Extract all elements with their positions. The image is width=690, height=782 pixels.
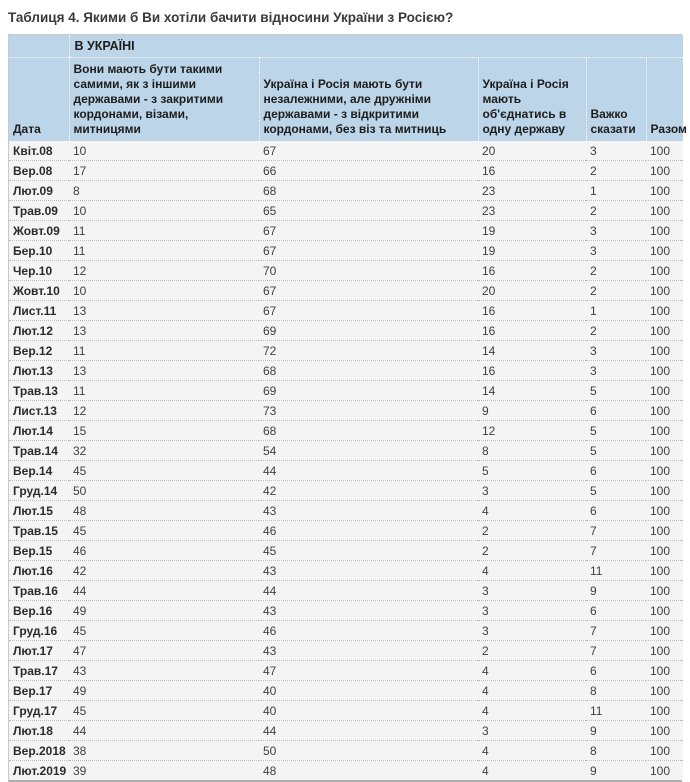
- value-cell: 40: [259, 681, 478, 701]
- value-cell: 17: [69, 161, 259, 181]
- date-cell: Лют.12: [9, 321, 69, 341]
- group-header-row: [9, 35, 683, 58]
- value-cell: 44: [259, 721, 478, 741]
- value-cell: 3: [478, 601, 586, 621]
- table-row: [9, 501, 683, 521]
- value-cell: 72: [259, 341, 478, 361]
- value-cell: 100: [646, 321, 683, 341]
- value-cell: 14: [478, 341, 586, 361]
- value-cell: 100: [646, 161, 683, 181]
- value-cell: 3: [586, 241, 646, 261]
- value-cell: 5: [586, 441, 646, 461]
- value-cell: 69: [259, 321, 478, 341]
- date-cell: Лист.11: [9, 301, 69, 321]
- value-cell: 100: [646, 561, 683, 581]
- table-row: [9, 361, 683, 381]
- value-cell: 100: [646, 601, 683, 621]
- value-cell: 67: [259, 281, 478, 301]
- value-cell: 5: [478, 461, 586, 481]
- value-cell: 12: [69, 261, 259, 281]
- value-cell: 2: [586, 201, 646, 221]
- table-row: [9, 281, 683, 301]
- value-cell: 100: [646, 661, 683, 681]
- value-cell: 14: [478, 381, 586, 401]
- date-cell: Трав.15: [9, 521, 69, 541]
- value-cell: 44: [259, 461, 478, 481]
- value-cell: 9: [586, 581, 646, 601]
- value-cell: 23: [478, 181, 586, 201]
- value-cell: 12: [69, 401, 259, 421]
- value-cell: 39: [69, 761, 259, 781]
- table-row: [9, 421, 683, 441]
- value-cell: 4: [478, 761, 586, 781]
- table-row: [9, 641, 683, 661]
- value-cell: 9: [478, 401, 586, 421]
- value-cell: 3: [586, 221, 646, 241]
- value-cell: 13: [69, 321, 259, 341]
- value-cell: 2: [586, 161, 646, 181]
- date-cell: Жовт.09: [9, 221, 69, 241]
- value-cell: 3: [478, 481, 586, 501]
- value-cell: 42: [259, 481, 478, 501]
- value-cell: 100: [646, 301, 683, 321]
- value-cell: 11: [586, 561, 646, 581]
- value-cell: 8: [586, 741, 646, 761]
- group-header-cell: В УКРАЇНІ: [69, 35, 683, 58]
- date-cell: Груд.17: [9, 701, 69, 721]
- value-cell: 8: [586, 681, 646, 701]
- date-cell: Лют.09: [9, 181, 69, 201]
- value-cell: 100: [646, 621, 683, 641]
- date-cell: Вер.15: [9, 541, 69, 561]
- value-cell: 100: [646, 201, 683, 221]
- table-body: [9, 141, 683, 780]
- value-cell: 10: [69, 201, 259, 221]
- value-cell: 1: [586, 301, 646, 321]
- date-cell: Жовт.10: [9, 281, 69, 301]
- table-row: [9, 481, 683, 501]
- value-cell: 100: [646, 401, 683, 421]
- table-row: [9, 261, 683, 281]
- value-cell: 67: [259, 241, 478, 261]
- value-cell: 100: [646, 361, 683, 381]
- value-cell: 6: [586, 401, 646, 421]
- column-header-row: [9, 58, 683, 142]
- date-cell: Бер.10: [9, 241, 69, 261]
- value-cell: 3: [586, 141, 646, 161]
- value-cell: 9: [586, 721, 646, 741]
- table-row: [9, 601, 683, 621]
- table-row: [9, 761, 683, 781]
- value-cell: 100: [646, 541, 683, 561]
- value-cell: 100: [646, 741, 683, 761]
- value-cell: 100: [646, 481, 683, 501]
- value-cell: 45: [69, 521, 259, 541]
- table-row: [9, 681, 683, 701]
- table-row: [9, 541, 683, 561]
- value-cell: 48: [259, 761, 478, 781]
- value-cell: 4: [478, 741, 586, 761]
- value-cell: 65: [259, 201, 478, 221]
- table-row: [9, 141, 683, 161]
- value-cell: 3: [478, 621, 586, 641]
- value-cell: 12: [478, 421, 586, 441]
- value-cell: 11: [586, 701, 646, 721]
- value-cell: 13: [69, 361, 259, 381]
- table-row: [9, 701, 683, 721]
- value-cell: 67: [259, 301, 478, 321]
- value-cell: 43: [259, 641, 478, 661]
- value-cell: 7: [586, 621, 646, 641]
- table-row: [9, 741, 683, 761]
- date-cell: Вер.16: [9, 601, 69, 621]
- table-row: [9, 221, 683, 241]
- value-cell: 46: [259, 521, 478, 541]
- value-cell: 70: [259, 261, 478, 281]
- value-cell: 6: [586, 661, 646, 681]
- date-cell: Лют.13: [9, 361, 69, 381]
- value-cell: 20: [478, 281, 586, 301]
- value-cell: 100: [646, 181, 683, 201]
- value-cell: 100: [646, 341, 683, 361]
- value-cell: 40: [259, 701, 478, 721]
- value-cell: 16: [478, 321, 586, 341]
- value-cell: 7: [586, 641, 646, 661]
- value-cell: 68: [259, 181, 478, 201]
- date-cell: Чер.10: [9, 261, 69, 281]
- date-cell: Вер.14: [9, 461, 69, 481]
- table-row: [9, 381, 683, 401]
- value-cell: 100: [646, 381, 683, 401]
- value-cell: 67: [259, 221, 478, 241]
- value-cell: 5: [586, 421, 646, 441]
- table-row: [9, 441, 683, 461]
- col-header-same-as-other-states: Вони мають бути такими самими, як з іншими державами - з закритими кордонами, візами, митницями: [69, 58, 259, 142]
- table-row: [9, 521, 683, 541]
- relations-table: [9, 35, 687, 780]
- value-cell: 46: [69, 541, 259, 561]
- date-cell: Трав.14: [9, 441, 69, 461]
- value-cell: 3: [478, 721, 586, 741]
- value-cell: 20: [478, 141, 586, 161]
- value-cell: 11: [69, 221, 259, 241]
- value-cell: 100: [646, 461, 683, 481]
- value-cell: 100: [646, 581, 683, 601]
- value-cell: 100: [646, 261, 683, 281]
- value-cell: 10: [69, 281, 259, 301]
- value-cell: 2: [478, 641, 586, 661]
- date-cell: Лют.17: [9, 641, 69, 661]
- value-cell: 8: [69, 181, 259, 201]
- date-cell: Лют.16: [9, 561, 69, 581]
- value-cell: 54: [259, 441, 478, 461]
- table-head: [9, 35, 687, 141]
- value-cell: 2: [586, 261, 646, 281]
- value-cell: 45: [69, 621, 259, 641]
- col-header-hard-to-say: Важко сказати: [586, 58, 646, 142]
- value-cell: 42: [69, 561, 259, 581]
- value-cell: 47: [259, 661, 478, 681]
- value-cell: 9: [586, 761, 646, 781]
- value-cell: 49: [69, 601, 259, 621]
- value-cell: 100: [646, 221, 683, 241]
- value-cell: 73: [259, 401, 478, 421]
- value-cell: 100: [646, 721, 683, 741]
- value-cell: 2: [586, 281, 646, 301]
- value-cell: 6: [586, 461, 646, 481]
- table-row: [9, 401, 683, 421]
- value-cell: 4: [478, 561, 586, 581]
- value-cell: 100: [646, 141, 683, 161]
- value-cell: 11: [69, 341, 259, 361]
- table-row: [9, 201, 683, 221]
- date-cell: Лют.2019: [9, 761, 69, 781]
- table-row: [9, 721, 683, 741]
- value-cell: 100: [646, 501, 683, 521]
- value-cell: 16: [478, 301, 586, 321]
- value-cell: 7: [586, 521, 646, 541]
- value-cell: 50: [69, 481, 259, 501]
- value-cell: 100: [646, 441, 683, 461]
- value-cell: 11: [69, 241, 259, 261]
- value-cell: 100: [646, 521, 683, 541]
- page-title: Таблиця 4. Якими б Ви хотіли бачити відносини України з Росією?: [8, 10, 454, 25]
- value-cell: 45: [259, 541, 478, 561]
- col-header-unite-one-state: Україна і Росія мають об'єднатись в одну державу: [478, 58, 586, 142]
- date-cell: Вер.12: [9, 341, 69, 361]
- table-row: [9, 461, 683, 481]
- value-cell: 43: [259, 561, 478, 581]
- value-cell: 23: [478, 201, 586, 221]
- value-cell: 45: [69, 461, 259, 481]
- value-cell: 16: [478, 161, 586, 181]
- table-row: [9, 321, 683, 341]
- value-cell: 100: [646, 241, 683, 261]
- value-cell: 2: [586, 321, 646, 341]
- date-cell: Трав.17: [9, 661, 69, 681]
- table-row: [9, 621, 683, 641]
- value-cell: 19: [478, 241, 586, 261]
- value-cell: 46: [259, 621, 478, 641]
- value-cell: 4: [478, 681, 586, 701]
- date-cell: Трав.16: [9, 581, 69, 601]
- value-cell: 32: [69, 441, 259, 461]
- value-cell: 43: [69, 661, 259, 681]
- value-cell: 100: [646, 281, 683, 301]
- value-cell: 44: [69, 581, 259, 601]
- table-row: [9, 301, 683, 321]
- value-cell: 4: [478, 501, 586, 521]
- value-cell: 3: [586, 361, 646, 381]
- date-cell: Лист.13: [9, 401, 69, 421]
- value-cell: 68: [259, 421, 478, 441]
- value-cell: 8: [478, 441, 586, 461]
- value-cell: 1: [586, 181, 646, 201]
- value-cell: 67: [259, 141, 478, 161]
- value-cell: 6: [586, 601, 646, 621]
- col-header-date: Дата: [9, 58, 69, 142]
- value-cell: 6: [586, 501, 646, 521]
- value-cell: 2: [478, 521, 586, 541]
- table-row: [9, 561, 683, 581]
- date-cell: Груд.14: [9, 481, 69, 501]
- table-row: [9, 661, 683, 681]
- value-cell: 45: [69, 701, 259, 721]
- value-cell: 50: [259, 741, 478, 761]
- value-cell: 3: [478, 581, 586, 601]
- table-row: [9, 581, 683, 601]
- value-cell: 100: [646, 761, 683, 781]
- value-cell: 15: [69, 421, 259, 441]
- value-cell: 47: [69, 641, 259, 661]
- value-cell: 16: [478, 361, 586, 381]
- value-cell: 2: [478, 541, 586, 561]
- value-cell: 49: [69, 681, 259, 701]
- value-cell: 38: [69, 741, 259, 761]
- value-cell: 16: [478, 261, 586, 281]
- date-cell: Лют.18: [9, 721, 69, 741]
- value-cell: 4: [478, 661, 586, 681]
- value-cell: 100: [646, 701, 683, 721]
- value-cell: 100: [646, 421, 683, 441]
- value-cell: 43: [259, 601, 478, 621]
- value-cell: 43: [259, 501, 478, 521]
- date-cell: Вер.08: [9, 161, 69, 181]
- date-cell: Трав.13: [9, 381, 69, 401]
- date-cell: Лют.14: [9, 421, 69, 441]
- value-cell: 3: [586, 341, 646, 361]
- value-cell: 4: [478, 701, 586, 721]
- date-cell: Вер.2018: [9, 741, 69, 761]
- table-row: [9, 181, 683, 201]
- value-cell: 19: [478, 221, 586, 241]
- date-cell: Лют.15: [9, 501, 69, 521]
- table-row: [9, 341, 683, 361]
- col-header-total: Разом: [646, 58, 683, 142]
- value-cell: 44: [69, 721, 259, 741]
- value-cell: 11: [69, 381, 259, 401]
- value-cell: 68: [259, 361, 478, 381]
- value-cell: 5: [586, 481, 646, 501]
- value-cell: 69: [259, 381, 478, 401]
- value-cell: 48: [69, 501, 259, 521]
- value-cell: 44: [259, 581, 478, 601]
- corner-cell: [9, 35, 69, 58]
- date-cell: Трав.09: [9, 201, 69, 221]
- value-cell: 100: [646, 641, 683, 661]
- value-cell: 100: [646, 681, 683, 701]
- col-header-independent-friendly: Україна і Росія мають бути незалежними, але дружніми державами - з відкритими кордонами, без віз та митниць: [259, 58, 478, 142]
- table-row: [9, 161, 683, 181]
- value-cell: 10: [69, 141, 259, 161]
- value-cell: 5: [586, 381, 646, 401]
- date-cell: Груд.16: [9, 621, 69, 641]
- value-cell: 13: [69, 301, 259, 321]
- value-cell: 7: [586, 541, 646, 561]
- date-cell: Вер.17: [9, 681, 69, 701]
- value-cell: 66: [259, 161, 478, 181]
- table-row: [9, 241, 683, 261]
- table-container: [8, 34, 687, 782]
- date-cell: Квіт.08: [9, 141, 69, 161]
